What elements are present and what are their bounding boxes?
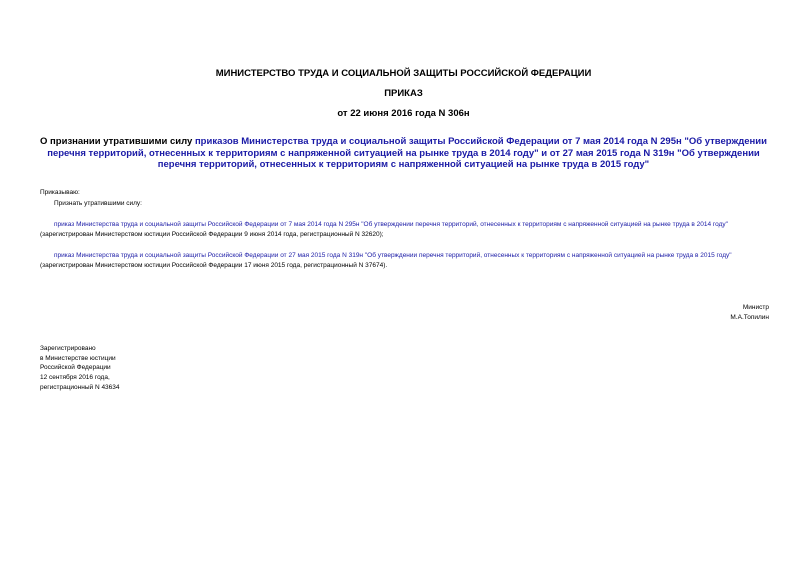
- signature-title: Министр: [742, 304, 769, 311]
- order-date: от 22 июня 2016 года N 306н: [337, 108, 470, 119]
- item-text: (зарегистрирован Министерством юстиции Российской Федерации 17 июня 2015 года, регистрационный N 37674).: [40, 261, 388, 269]
- signature-name: М.А.Топилин: [730, 314, 769, 321]
- order-title: ПРИКАЗ: [384, 88, 423, 99]
- heading-prefix: О признании утратившими силу: [40, 136, 195, 147]
- item-link[interactable]: приказ Министерства труда и социальной защиты Российской Федерации от 7 мая 2014 года N 295н "Об утверждении перечня территорий, отнесенных к территориям с напряженной ситуацией на рынке труда в 2014 году": [54, 221, 728, 228]
- item-link[interactable]: приказ Министерства труда и социальной защиты Российской Федерации от 27 мая 2015 года N 319н "Об утверждении перечня территорий, отнесенных к территориям с напряженной ситуацией на рынке труда в 2015 году": [54, 252, 732, 259]
- registration-block: [40, 344, 240, 393]
- order-word: Приказываю:: [40, 189, 80, 196]
- ministry-name: МИНИСТЕРСТВО ТРУДА И СОЦИАЛЬНОЙ ЗАЩИТЫ РОССИЙСКОЙ ФЕДЕРАЦИИ: [215, 68, 592, 79]
- heading-link[interactable]: приказов Министерства труда и социальной защиты Российской Федерации от 7 мая 2014 года N 295н "Об утверждении перечня территорий, отнесенных к территориям с напряженной ситуацией на рынке труда в 2014 году" и от 27 мая 2015 года N 319н "Об утверждении перечня территорий, отнесенных к территориям с напряженной ситуацией на рынке труда в 2015 году": [47, 136, 767, 170]
- registration-line: Российской Федерации: [40, 364, 111, 372]
- registration-line: Зарегистрировано: [40, 345, 96, 352]
- list-item: [40, 220, 768, 239]
- list-item: [40, 251, 768, 270]
- registration-line: 12 сентября 2016 года,: [40, 374, 110, 382]
- item-text: (зарегистрирован Министерством юстиции Российской Федерации 9 июня 2014 года, регистрационный N 32620);: [40, 230, 384, 238]
- document-heading: [40, 136, 767, 171]
- recognize-text: Признать утратившими силу:: [54, 200, 142, 207]
- registration-line: в Министерстве юстиции: [40, 354, 116, 362]
- registration-line: регистрационный N 43634: [40, 383, 120, 391]
